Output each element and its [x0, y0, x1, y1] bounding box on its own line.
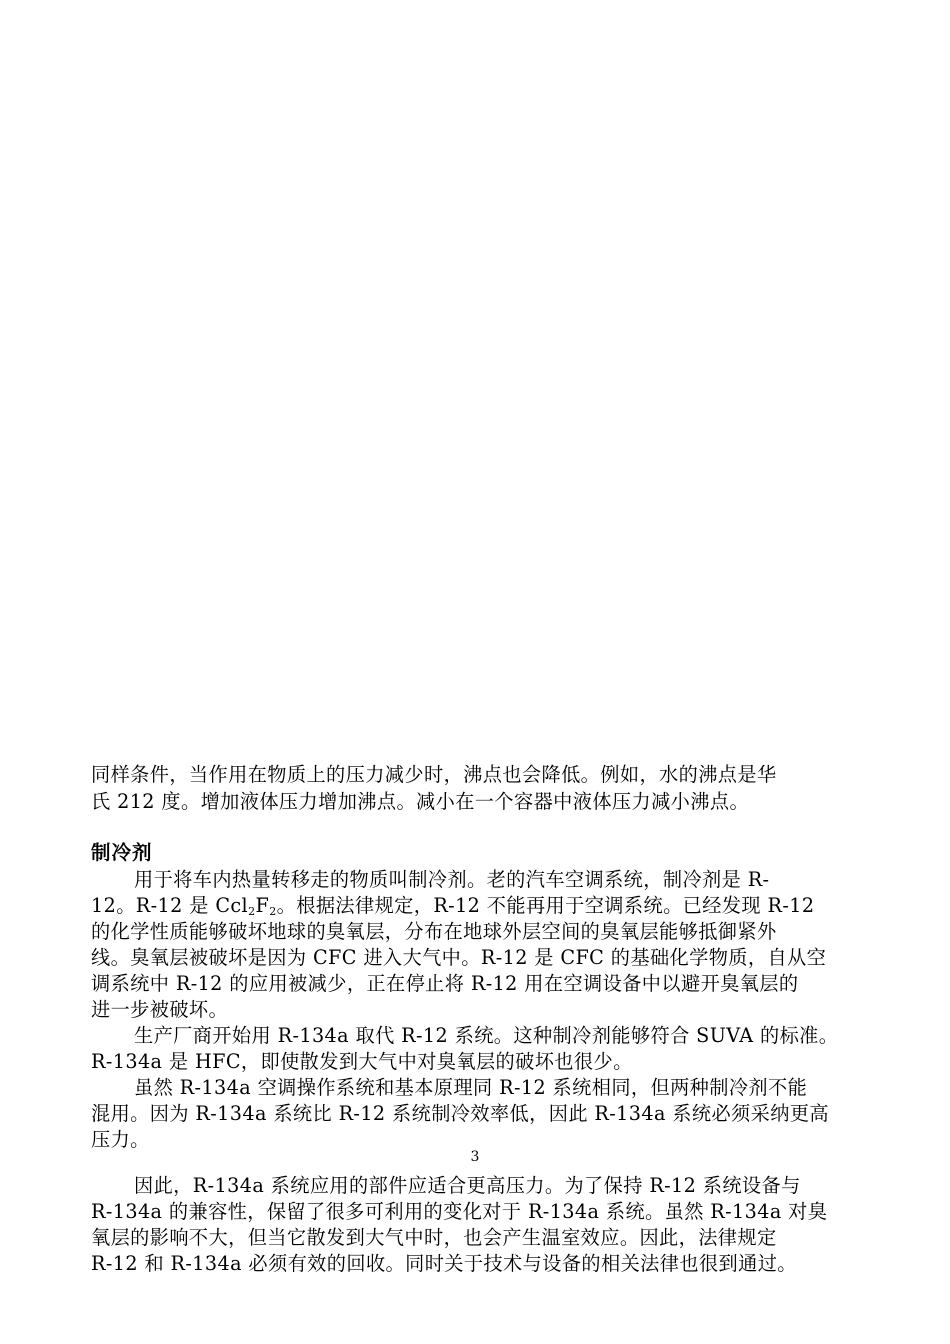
- text-line: 线。臭氧层被破坏是因为 CFC 进入大气中。R-12 是 CFC 的基础化学物质，自从空: [91, 946, 827, 969]
- text-segment: 。根据法律规定，R-12 不能再用于空调系统。已经发现 R-12: [276, 894, 815, 917]
- section-heading: 制冷剂: [91, 841, 153, 864]
- text-line: 同样条件，当作用在物质上的压力减少时，沸点也会降低。例如，水的沸点是华: [91, 763, 777, 786]
- text-line: 氧层的影响不大，但当它散发到大气中时，也会产生温室效应。因此，法律规定: [91, 1226, 777, 1249]
- text-line: R-12 和 R-134a 必须有效的回收。同时关于技术与设备的相关法律也很到通过。: [91, 1252, 797, 1275]
- text-segment: F: [255, 894, 270, 917]
- text-line: 用于将车内热量转移走的物质叫制冷剂。老的汽车空调系统，制冷剂是 R-: [134, 868, 770, 891]
- text-line: R-134a 的兼容性，保留了很多可利用的变化对于 R-134a 系统。虽然 R-134a 对臭: [91, 1200, 828, 1223]
- text-line: R-134a 是 HFC，即使散发到大气中对臭氧层的破坏也很少。: [91, 1050, 633, 1073]
- text-line: 虽然 R-134a 空调操作系统和基本原理同 R-12 系统相同，但两种制冷剂不能: [134, 1076, 808, 1099]
- text-line: 调系统中 R-12 的应用被减少，正在停止将 R-12 用在空调设备中以避开臭氧层的: [91, 972, 799, 995]
- text-line: 进一步被破坏。: [91, 998, 229, 1021]
- text-line-formula: [91, 893, 876, 919]
- text-segment: 12。R-12 是 Ccl: [91, 894, 249, 917]
- text-line: 因此，R-134a 系统应用的部件应适合更高压力。为了保持 R-12 系统设备与: [134, 1174, 801, 1197]
- text-line: 的化学性质能够破坏地球的臭氧层，分布在地球外层空间的臭氧层能够抵御紧外: [91, 920, 777, 943]
- text-line: 生产厂商开始用 R-134a 取代 R-12 系统。这种制冷剂能够符合 SUVA 的标准。: [134, 1024, 839, 1047]
- page-number: 3: [470, 1149, 480, 1165]
- text-line: 混用。因为 R-134a 系统比 R-12 系统制冷效率低，因此 R-134a 系统必须采纳更高: [91, 1102, 829, 1125]
- text-line: 氏 212 度。增加液体压力增加沸点。减小在一个容器中液体压力减小沸点。: [91, 790, 750, 813]
- subscript: 2: [248, 905, 256, 918]
- text-line: 压力。: [91, 1128, 150, 1151]
- subscript: 2: [269, 905, 277, 918]
